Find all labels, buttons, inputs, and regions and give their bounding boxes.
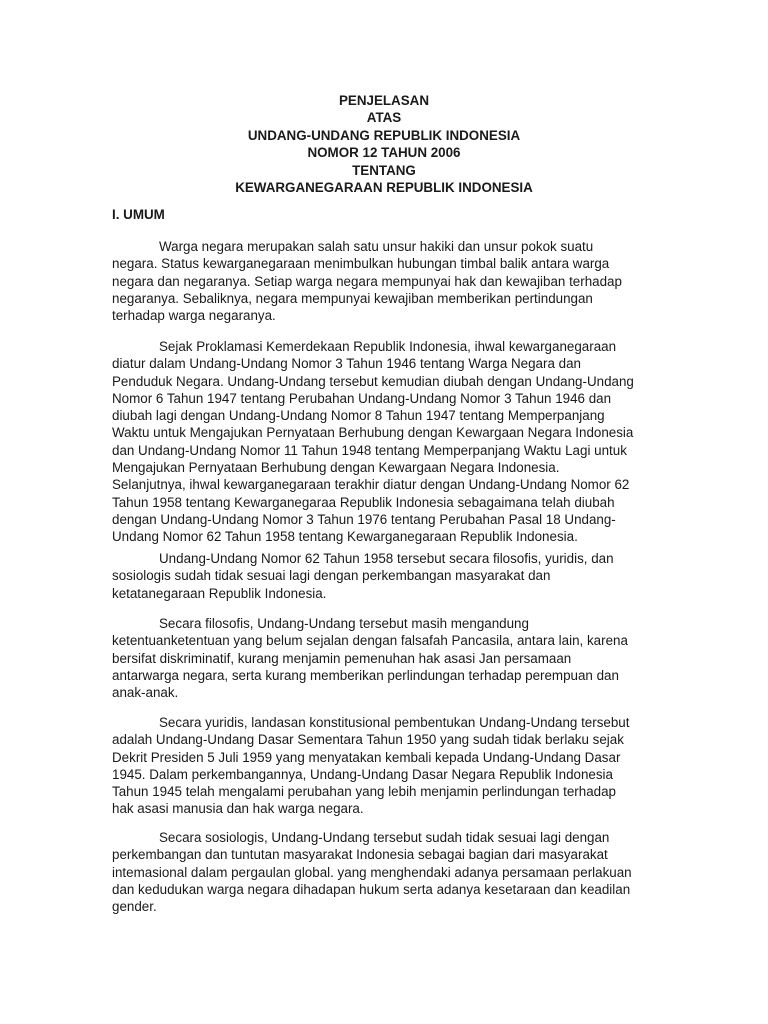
paragraph-line: Tahun 1945 telah mengalami perubahan yang lebih menjamin perlindungan terhadap	[112, 784, 616, 800]
paragraph-line: hak asasi manusia dan hak warga negara.	[112, 801, 364, 817]
paragraph-line: Mengajukan Pernyataan Berhubung dengan Kewargaan Negara Indonesia.	[112, 460, 560, 476]
paragraph-line: Secara sosiologis, Undang-Undang tersebut sudah tidak sesuai lagi dengan	[159, 830, 610, 845]
title-line: TENTANG	[352, 162, 416, 178]
paragraph-line: ketentuanketentuan yang belum sejalan dengan falsafah Pancasila, antara lain, karena	[112, 633, 628, 649]
paragraph-line: intemasional dalam pergaulan global. yang menghendaki adanya persamaan perlakuan	[112, 864, 632, 880]
paragraph-5	[112, 714, 672, 818]
paragraph-line: perkembangan dan tuntutan masyarakat Indonesia sebagai bagian dari masyarakat	[112, 847, 608, 863]
paragraph-line: diatur dalam Undang-Undang Nomor 3 Tahun 1946 tentang Warga Negara dan	[112, 356, 581, 372]
paragraph-line: Nomor 6 Tahun 1947 tentang Perubahan Undang-Undang Nomor 3 Tahun 1946 dan	[112, 390, 612, 406]
paragraph-line: dan Undang-Undang Nomor 11 Tahun 1948 tentang Memperpanjang Waktu Lagi untuk	[112, 442, 627, 458]
paragraph-line: Waktu untuk Mengajukan Pernyataan Berhubung dengan Kewargaan Negara Indonesia	[112, 425, 634, 441]
paragraph-line: adalah Undang-Undang Dasar Sementara Tahun 1950 yang sudah tidak berlaku sejak	[112, 732, 624, 748]
paragraph-line: gender.	[112, 899, 157, 915]
title-line: ATAS	[366, 110, 402, 126]
paragraph-line: Dekrit Presiden 5 Juli 1959 yang menyatakan kembali kepada Undang-Undang Dasar	[112, 749, 621, 765]
paragraph-2	[112, 338, 672, 546]
paragraph-line: Undang-Undang Nomor 62 Tahun 1958 tersebut secara filosofis, yuridis, dan	[159, 551, 614, 566]
title-line: KEWARGANEGARAAN REPUBLIK INDONESIA	[235, 180, 533, 196]
paragraph-line: antarwarga negara, serta kurang memberikan perlindungan terhadap perempuan dan	[112, 667, 619, 683]
paragraph-1	[112, 238, 672, 324]
paragraph-line: Penduduk Negara. Undang-Undang tersebut kemudian diubah dengan Undang-Undang	[112, 373, 634, 389]
paragraph-line: ketatanegaraan Republik Indonesia.	[112, 585, 327, 601]
paragraph-line: Undang Nomor 62 Tahun 1958 tentang Kewarganegaraan Republik Indonesia.	[112, 529, 578, 545]
title-line: PENJELASAN	[338, 93, 430, 108]
paragraph-line: Sejak Proklamasi Kemerdekaan Republik Indonesia, ihwal kewarganegaraan	[159, 339, 617, 354]
paragraph-line: terhadap warga negaranya.	[112, 308, 276, 324]
paragraph-line: sosiologis sudah tidak sesuai lagi dengan perkembangan masyarakat dan	[112, 568, 551, 584]
paragraph-line: anak-anak.	[112, 685, 179, 701]
paragraph-line: Selanjutnya, ihwal kewarganegaraan terakhir diatur dengan Undang-Undang Nomor 62	[112, 477, 630, 493]
paragraph-line: Secara yuridis, landasan konstitusional pembentukan Undang-Undang tersebut	[159, 715, 630, 730]
document-title	[0, 92, 768, 196]
section-heading: I. UMUM	[112, 207, 165, 222]
paragraph-line: dengan Undang-Undang Nomor 3 Tahun 1976 tentang Perubahan Pasal 18 Undang-	[112, 511, 616, 527]
title-line: NOMOR 12 TAHUN 2006	[307, 145, 461, 161]
paragraph-line: negara dan negaranya. Setiap warga negara mempunyai hak dan kewajiban terhadap	[112, 273, 622, 289]
paragraph-line: Tahun 1958 tentang Kewarganegaraa Republik Indonesia sebagaimana telah diubah	[112, 494, 615, 510]
paragraph-line: Secara filosofis, Undang-Undang tersebut masih mengandung	[159, 616, 529, 631]
paragraph-6	[112, 829, 672, 915]
paragraph-line: bersifat diskriminatif, kurang menjamin pemenuhan hak asasi Jan persamaan	[112, 650, 572, 666]
paragraph-line: dan kedudukan warga negara dihadapan hukum serta adanya kesetaraan dan keadilan	[112, 881, 631, 897]
paragraph-3	[112, 550, 672, 602]
paragraph-line: negara. Status kewarganegaraan menimbulkan hubungan timbal balik antara warga	[112, 256, 610, 272]
title-line: UNDANG-UNDANG REPUBLIK INDONESIA	[247, 127, 521, 143]
paragraph-line: Warga negara merupakan salah satu unsur hakiki dan unsur pokok suatu	[159, 239, 594, 254]
paragraph-line: negaranya. Sebaliknya, negara mempunyai kewajiban memberikan pertindungan	[112, 290, 593, 306]
paragraph-line: diubah lagi dengan Undang-Undang Nomor 8 Tahun 1947 tentang Memperpanjang	[112, 408, 605, 424]
paragraph-4	[112, 615, 672, 701]
paragraph-line: 1945. Dalam perkembangannya, Undang-Undang Dasar Negara Republik Indonesia	[112, 766, 613, 782]
